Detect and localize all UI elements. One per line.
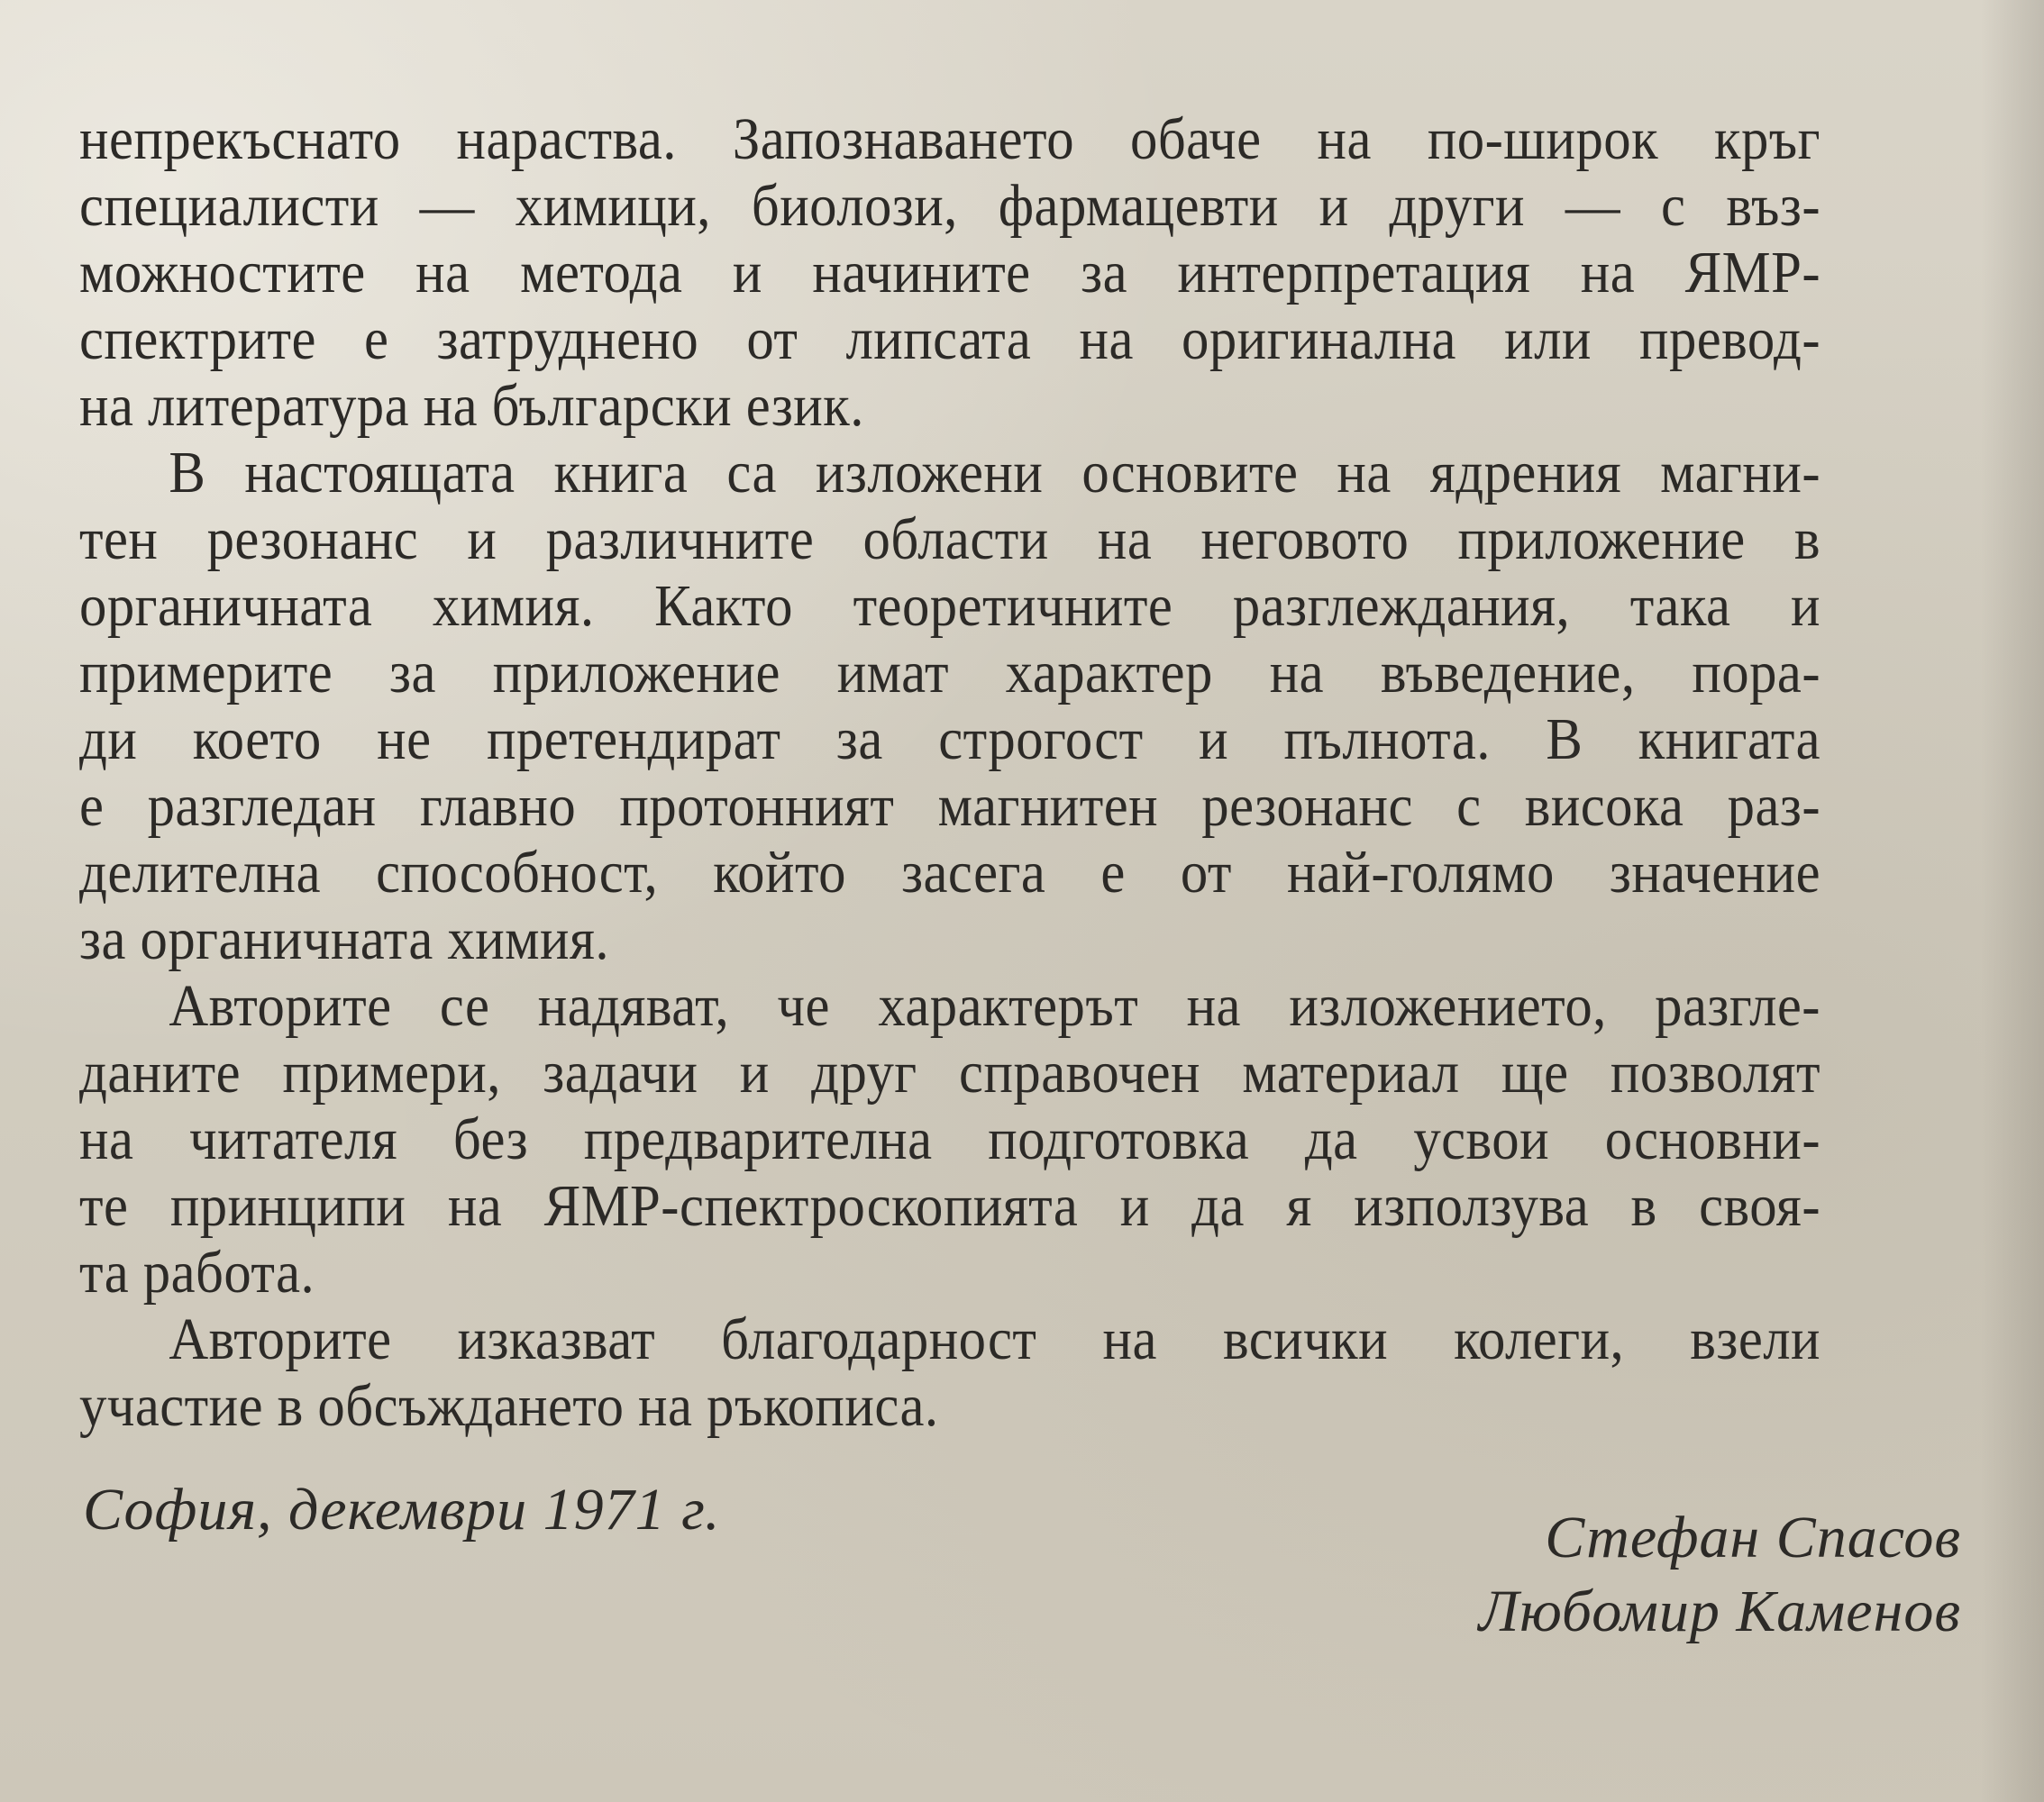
paragraph-1 (79, 106, 1820, 440)
text-line: участие в обсъждането на ръкописа. (79, 1373, 939, 1439)
author-name: Стефан Спасов (1545, 1505, 1961, 1570)
text-line: ди което не претендират за строгост и пълнота. В книгата (79, 706, 1820, 772)
text-line: е разгледан главно протонният магнитен резонанс с висока раз- (79, 773, 1820, 839)
text-line: за органичната химия. (79, 906, 610, 972)
text-line: В настоящата книга са изложени основите на ядрения магни- (169, 440, 1821, 505)
text-line: даните примери, задачи и друг справочен материал ще позволят (79, 1040, 1820, 1106)
author-name: Любомир Каменов (1478, 1579, 1961, 1644)
text-line: примерите за приложение имат характер на въведение, пора- (79, 640, 1820, 705)
paragraph-2 (79, 440, 1820, 973)
text-line: делителна способност, който засега е от най-голямо значение (79, 840, 1820, 906)
text-line: та работа. (79, 1240, 315, 1306)
place-date: София, декември 1971 г. (83, 1477, 721, 1543)
text-line: Авторите изказват благодарност на всички колеги, взели (169, 1306, 1821, 1372)
text-line: органичната химия. Както теоретичните разглеждания, така и (79, 573, 1820, 639)
paragraph-3 (79, 973, 1820, 1306)
text-line: непрекъснато нараства. Запознаването обаче на по-широк кръг (79, 106, 1820, 172)
text-line: на читателя без предварителна подготовка да усвои основни- (79, 1106, 1820, 1172)
text-line: специалисти — химици, биолози, фармацевти и други — с въз- (79, 173, 1820, 239)
text-line: спектрите е затруднено от липсата на оригинална или превод- (79, 306, 1820, 372)
text-line: Авторите се надяват, че характерът на изложението, разгле- (169, 973, 1821, 1039)
author-signatures (1479, 1501, 1961, 1649)
text-line: на литература на български език. (79, 373, 864, 439)
paragraph-4 (79, 1306, 1820, 1440)
text-line: тен резонанс и различните области на неговото приложение в (79, 506, 1820, 572)
text-line: можностите на метода и начините за интерпретация на ЯМР- (79, 240, 1820, 305)
preface-text (79, 106, 1820, 1440)
text-line: те принципи на ЯМР-спектроскопията и да я използува в своя- (79, 1173, 1820, 1239)
